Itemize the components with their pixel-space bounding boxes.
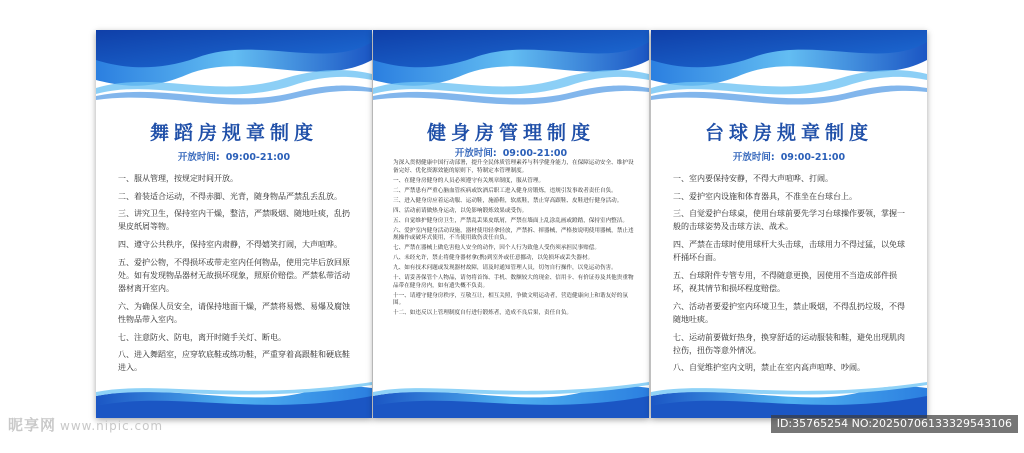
opening-hours — [373, 147, 649, 161]
rule-item: 四、遵守公共秩序，保持室内肃静，不得嬉笑打闹，大声喧哗。 — [118, 240, 342, 250]
board-title: 健身房管理制度 — [426, 122, 595, 144]
top-wave-decoration — [651, 30, 927, 112]
rule-item: 一、在健身房健身的人员必须遵守有关规章制度，服从管理。 — [393, 177, 545, 184]
board-title: 台球房规章制度 — [704, 122, 873, 144]
image-id-label: ID:35765254 NO:20250706133329543106 — [771, 415, 1018, 433]
bottom-wave-decoration — [96, 378, 372, 418]
rule-item: 八、自觉维护室内文明，禁止在室内高声喧哗、吵闹。 — [673, 363, 865, 373]
rule-item: 六、活动者要爱护室内环境卫生，禁止吸烟，不得乱扔垃圾，不得随地吐痰。 — [673, 301, 905, 324]
rule-item: 四、活动前请做热身运动，以免影响锻炼效果或受伤。 — [393, 207, 528, 214]
rule-item: 五、台球附件专管专用，不得随意更换，因使用不当造成部件损坏，视其情节和损坏程度赔偿。 — [673, 270, 897, 294]
rule-item: 八、进入舞蹈室，应穿软底鞋或练功鞋，严重穿着高跟鞋和硬底鞋进入。 — [118, 350, 350, 373]
rules-list — [118, 172, 356, 379]
watermark-url: www.nipic.com — [60, 419, 164, 433]
rule-item: 二、着装适合运动，不得赤脚、光背，随身物品严禁乱丢乱放。 — [118, 191, 342, 201]
opening-hours — [651, 151, 927, 165]
board-title: 舞蹈房规章制度 — [149, 122, 318, 144]
rules-list — [673, 172, 911, 379]
board-dance-room — [96, 30, 372, 418]
rule-intro: 为深入贯彻健康中国行动部署，提升全民体质管理素养与科学健身能力，在保障运动安全、维护设备完好、优化资源效能的原则下，特制定本管理制度。 — [393, 160, 634, 174]
board-billiards-room — [651, 30, 927, 418]
hours-value: 09:00-21:00 — [780, 152, 846, 163]
watermark-brand: 昵享网 — [8, 416, 57, 434]
rule-item: 三、自觉爱护台球桌，使用台球前要先学习台球操作要领，掌握一般的击球姿势及击球方法、战术。 — [673, 209, 905, 232]
rule-item: 五、自觉维护健身房卫生，严禁乱丢果皮纸屑，严禁在墙面上乱涂乱画或蹬踏，保持室内整洁。 — [393, 217, 628, 224]
rule-item: 七、注意防火、防电，离开时随手关灯、断电。 — [118, 332, 286, 342]
bottom-wave-decoration — [651, 378, 927, 418]
rule-item: 九、如有技术问题或发现器材故障，请及时通知管理人员，切勿自行操作，以免运动伤害。 — [393, 265, 617, 272]
top-wave-decoration — [96, 30, 372, 112]
watermark — [8, 414, 163, 435]
rule-item: 六、为确保人员安全，请保持地面干燥，严禁将易燃、易爆及腐蚀性物品带入室内。 — [118, 301, 350, 324]
rule-item: 十一、请遵守健身房秩序，互敬互让，相互关照，争做文明运动者，营造健康向上和谐友好的氛围。 — [393, 292, 628, 307]
hours-label: 开放时间: — [732, 152, 775, 163]
rule-item: 十二、如违反以上管理制度自行进行锻炼者，造成不良后果，责任自负。 — [393, 310, 573, 317]
rule-item: 八、未经允许，禁止将健身器材拿(携)到室外或任意挪动，以免损坏或丢失器材。 — [393, 255, 594, 262]
bottom-wave-decoration — [373, 378, 649, 418]
hours-value: 09:00-21:00 — [225, 152, 291, 163]
rule-item: 五、爱护公物，不得损坏或带走室内任何物品，使用完毕后放回原处。如有发现物品器材无故损坏现象，照原价赔偿。严禁私带活动器材离开室内。 — [118, 257, 350, 294]
rule-item: 六、爱护室内健身活动设施，器材使用轻拿轻放，严禁拆、摔器械，严格按说明使用器械，禁止违规操作或破坏式使用，不当使用致伤责任自负。 — [393, 227, 634, 242]
rule-item: 二、爱护室内设施和体育器具，不准坐在台球台上。 — [673, 191, 857, 201]
rule-item: 十、请妥善保管个人物品，请勿将首饰、手机、数额较大的现金、信用卡、有价证券及其他贵重物品带在健身房内，如有遗失概不负责。 — [393, 275, 634, 289]
rule-item: 三、讲究卫生，保持室内干燥，整洁，严禁吸烟、随地吐痰，乱扔果皮纸屑等物。 — [118, 209, 350, 232]
rule-item: 三、进入健身房应着运动服、运动鞋，施游鞋，软底鞋，禁止穿高跟鞋、皮鞋进行健身活动。 — [393, 197, 623, 204]
opening-hours — [96, 151, 372, 165]
hours-label: 开放时间: — [454, 148, 497, 159]
rules-list — [393, 160, 635, 320]
rule-item: 七、严禁在器械上做危害他人安全的动作，因个人行为致他人受伤须承担民事赔偿。 — [393, 245, 600, 252]
board-gym — [373, 30, 649, 418]
rule-item: 一、室内要保持安静，不得大声喧哗、打闹。 — [673, 174, 833, 183]
rule-item: 四、严禁在击球时使用球杆大头击球，击球用力不得过猛，以免球杆捅坏台面。 — [673, 240, 905, 263]
rule-item: 二、严禁患有严重心脑血管疾病或饮酒后职工进入健身房锻炼，违规引发事故者责任自负。 — [393, 187, 617, 194]
rule-item: 七、运动前要做好热身，换穿舒适的运动服装和鞋，避免出现肌肉拉伤，扭伤等意外情况。 — [673, 332, 905, 355]
hours-label: 开放时间: — [177, 152, 220, 163]
hours-value: 09:00-21:00 — [502, 148, 568, 159]
rule-item: 一、服从管理，按规定时间开放。 — [118, 174, 238, 183]
top-wave-decoration — [373, 30, 649, 112]
